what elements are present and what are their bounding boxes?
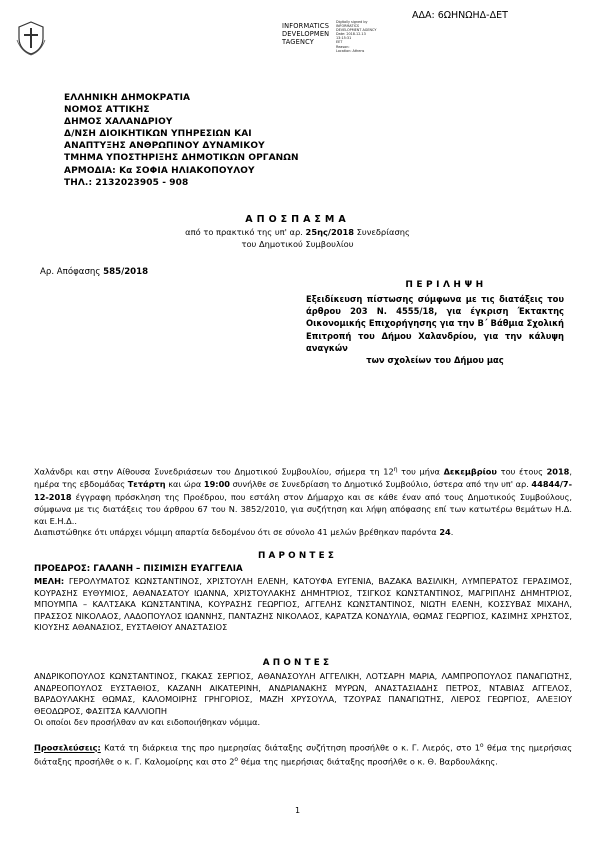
intro-reference: 44844/7-12-2018 [34, 479, 572, 502]
arrivals-paragraph [34, 740, 572, 768]
decision-value: 585/2018 [103, 267, 149, 277]
intro-paragraph [34, 464, 572, 528]
agency-line: INFORMATICS [282, 22, 330, 30]
summary-title: ΠΕΡΙΛΗΨΗ [405, 280, 487, 290]
letterhead-line: Δ/ΝΣΗ ΔΙΟΙΚΗΤΙΚΩΝ ΥΠΗΡΕΣΙΩΝ ΚΑΙ [64, 129, 252, 140]
letterhead-line: ΔΗΜΟΣ ΧΑΛΑΝΔΡΙΟΥ [64, 117, 173, 128]
members-list [34, 576, 572, 634]
page-number: 1 [294, 806, 301, 815]
summary-body [306, 293, 564, 366]
arrivals-text: Κατά τη διάρκεια της προ ημερησίας διάταξης συζήτηση προσήλθε ο κ. Γ. Λιερός, στο 1 [100, 742, 480, 753]
signature-line: EET [336, 40, 343, 45]
arrivals-text: θέμα της ημερήσιας διάταξης προσήλθε ο κ. Γ. Καλομοίρης και στο 2 [34, 742, 572, 767]
intro-sup: η [393, 466, 398, 473]
ada-code: ΑΔΑ: 6ΩΗΝΩΗΔ-ΔΕΤ [412, 10, 508, 21]
absent-note: Οι οποίοι δεν προσήλθαν αν και ειδοποιήθηκαν νόμιμα. [34, 717, 261, 727]
absent-list: ΑΝΔΡΙΚΟΠΟΥΛΟΣ ΚΩΝΣΤΑΝΤΙΝΟΣ, ΓΚΑΚΑΣ ΣΕΡΓΙΟΣ, ΑΘΑΝΑΣΟΥΛΗ ΑΓΓΕΛΙΚΗ, ΛΟΤΣΑΡΗ ΜΑΡΙΑ, ΛΑΜΠΡΟΠΟΥΛΟΣ ΠΑΝΑΓΙΩΤΗΣ, ΑΝΔΡΕΟΠΟΥΛΟΣ ΕΥΣΤΑΘΙΟΣ, ΚΑΖΑΝΗ ΑΙΚΑΤΕΡΙΝΗ, ΑΝΔΡΙΑΝΑΚΗΣ ΜΥΡΩΝ, ΑΝΑΣΤΑΣΙΑΔΗΣ ΠΕΤΡΟΣ, ΝΤΑΒΙΑΣ ΑΓΓΕΛΟΣ, ΒΑΡΔΟΥΛΑΚΗΣ ΘΩΜΑΣ, ΚΑΛΟΜΟΙΡΗΣ ΓΡΗΓΟΡΙΟΣ, ΜΑΖΗ ΧΡΥΣΟΥΛΑ, ΤΖΟΥΡΑΣ ΠΑΝΑΓΙΩΤΗΣ, ΛΙΕΡΟΣ ΓΕΩΡΓΙΟΣ, ΑΛΕΞΙΟΥ ΘΕΟΔΩΡΟΣ, ΦΑΣΙΤΣΑ ΚΑΛΛΙΟΠΗ [34, 671, 572, 716]
signature-line: Date: 2018.12.13 13:15:31 [336, 32, 366, 41]
subtitle-text: Συνεδρίασης [354, 227, 410, 237]
intro-year: 2018 [546, 466, 570, 477]
letterhead-line: ΕΛΛΗΝΙΚΗ ΔΗΜΟΚΡΑΤΙΑ [64, 93, 191, 103]
intro-text: Χαλάνδρι και στην Αίθουσα Συνεδριάσεων του Δημοτικού Συμβουλίου, σήμερα τη 12 [34, 466, 394, 477]
letterhead-line: ΤΜΗΜΑ ΥΠΟΣΤΗΡΙΞΗΣ ΔΗΜΟΤΙΚΩΝ ΟΡΓΑΝΩΝ [64, 153, 299, 164]
arrivals-sup: ο [234, 756, 239, 764]
agency-line: DEVELOPMEN [282, 30, 330, 38]
signature-line: Location: Athens [336, 48, 365, 53]
quorum-text: . [450, 527, 454, 537]
summary-text: Εξειδίκευση πίστωσης σύμφωνα με τις διατάξεις του άρθρου 203 Ν. 4555/18, για έγκριση Έκτακτης Οικονομικής Επιχορήγησης για την Β΄ Βάθμια Σχολική Επιτροπή του Δήμου Χαλανδρίου, για την κάλυψη αναγκών [306, 294, 564, 353]
intro-month: Δεκεμβρίου [443, 466, 497, 477]
intro-time: 19:00 [203, 479, 230, 490]
intro-text: έγγραφη πρόσκληση της Προέδρου, που εστάλη στον Δήμαρχο και σε κάθε έναν από τους Δημοτικούς Συμβούλους, σύμφωνα με τις διατάξεις του άρθρου 67 του Ν. 3852/2010, για συζήτηση και λήψη απόφασης επί των κατωτέρω θεμάτων Η.Δ. και Ε.Η.Δ.. [34, 491, 572, 527]
arrivals-text: θέμα της ημερήσιας διάταξης προσήλθε ο κ. Θ. Βαρδουλάκης. [238, 756, 498, 767]
quorum-count: 24 [439, 527, 451, 537]
present-title: ΠΑΡΟΝΤΕΣ [257, 551, 338, 561]
intro-day: Τετάρτη [127, 479, 166, 490]
quorum-paragraph [34, 526, 572, 538]
letterhead-line: ΑΝΑΠΤΥΞΗΣ ΑΝΘΡΩΠΙΝΟΥ ΔΥΝΑΜΙΚΟΥ [64, 141, 265, 152]
agency-signature-text [282, 22, 329, 46]
letterhead-line: ΑΡΜΟΔΙΑ: Κα ΣΟΦΙΑ ΗΛΙΑΚΟΠΟΥΛΟΥ [64, 165, 255, 176]
members-text: ΓΕΡΟΛΥΜΑΤΟΣ ΚΩΝΣΤΑΝΤΙΝΟΣ, ΧΡΙΣΤΟΥΛΗ ΕΛΕΝΗ, ΚΑΤΟΥΦΑ ΕΥΓΕΝΙΑ, ΒΑΖΑΚΑ ΒΑΣΙΛΙΚΗ, ΛΥΜΠΕΡΑΤΟΣ ΓΕΡΑΣΙΜΟΣ, ΚΟΥΡΑΣΗΣ ΕΥΘΥΜΙΟΣ, ΑΘΑΝΑΣΑΤΟΥ ΙΩΑΝΝΑ, ΧΡΙΣΤΟΥΛΑΚΗΣ ΔΗΜΗΤΡΙΟΣ, ΤΣΙΓΚΟΣ ΚΩΝΣΤΑΝΤΙΝΟΣ, ΜΑΓΡΙΠΛΗΣ ΔΗΜΗΤΡΙΟΣ, ΜΠΟΥΜΠΑ – ΚΑΛΤΣΑΚΑ ΚΩΝΣΤΑΝΤΙΝΑ, ΚΟΥΡΑΣΗΣ ΓΕΩΡΓΙΟΣ, ΑΓΓΕΛΗΣ ΚΩΝΣΤΑΝΤΙΝΟΣ, ΝΙΩΤΗ ΕΛΕΝΗ, ΚΟΣΣΥΒΑΣ ΜΙΧΑΗΛ, ΠΡΑΣΣΟΣ ΝΙΚΟΛΑΟΣ, ΛΑΔΟΠΟΥΛΟΣ ΙΩΑΝΝΗΣ, ΠΑΝΤΑΖΗΣ ΝΙΚΟΛΑΟΣ, ΚΑΡΑΤΖΑ ΚΟΝΔΥΛΙΑ, ΘΩΜΑΣ ΓΕΩΡΓΙΟΣ, ΚΑΣΙΜΗΣ ΧΡΗΣΤΟΣ, ΚΙΟΥΣΗΣ ΑΘΑΝΑΣΙΟΣ, ΕΥΣΤΑΘΙΟΥ ΑΝΑΣΤΑΣΙΟΣ [34, 576, 572, 633]
letterhead-line: ΤΗΛ.: 2132023905 - 908 [64, 177, 189, 188]
intro-text: του μήνα [397, 466, 444, 477]
letterhead [64, 92, 299, 189]
members-label: ΜΕΛΗ: [34, 576, 65, 586]
letterhead-line: ΝΟΜΟΣ ΑΤΤΙΚΗΣ [64, 105, 150, 116]
intro-text: συνήλθε σε Συνεδρίαση το Δημοτικό Συμβούλιο, ύστερα από την υπ' αρ. [229, 479, 532, 490]
quorum-text: Διαπιστώθηκε ότι υπάρχει νόμιμη απαρτία δεδομένου ότι σε σύνολο 41 μελών βρέθηκαν παρόντα [34, 527, 440, 537]
decision-number [40, 267, 148, 277]
subtitle-minutes [0, 227, 595, 237]
subtitle-text: από το πρακτικό της υπ' αρ. [185, 227, 306, 237]
intro-text: , ημέρα της εβδομάδας [34, 466, 572, 490]
arrivals-label: Προσελεύσεις: [34, 742, 101, 753]
signature-line: DEVELOPMENT AGENCY [336, 28, 377, 33]
intro-text: και ώρα [165, 479, 204, 490]
signature-line: Reason: [336, 44, 350, 49]
absent-title: ΑΠΟΝΤΕΣ [262, 658, 333, 668]
intro-text: του έτους [496, 466, 547, 477]
summary-text-last: των σχολείων του Δήμου μας [366, 355, 504, 366]
decision-label: Αρ. Απόφασης [40, 267, 104, 277]
subtitle-council: του Δημοτικού Συμβουλίου [241, 239, 354, 249]
arrivals-sup: ο [479, 742, 484, 749]
digital-signature-box [336, 20, 382, 53]
session-number: 25ης/2018 [305, 227, 355, 237]
agency-line: TAGENCY [282, 38, 315, 46]
signature-line: Digitally signed by [336, 20, 368, 24]
document-title: ΑΠΟΣΠΑΣΜΑ [245, 214, 350, 225]
president-line: ΠΡΟΕΔΡΟΣ: ΓΑΛΑΝΗ – ΠΙΣΙΜΙΣΗ ΕΥΑΓΓΕΛΙΑ [34, 564, 243, 574]
greek-emblem-icon [16, 20, 46, 56]
signature-line: INFORMATICS [336, 24, 360, 29]
